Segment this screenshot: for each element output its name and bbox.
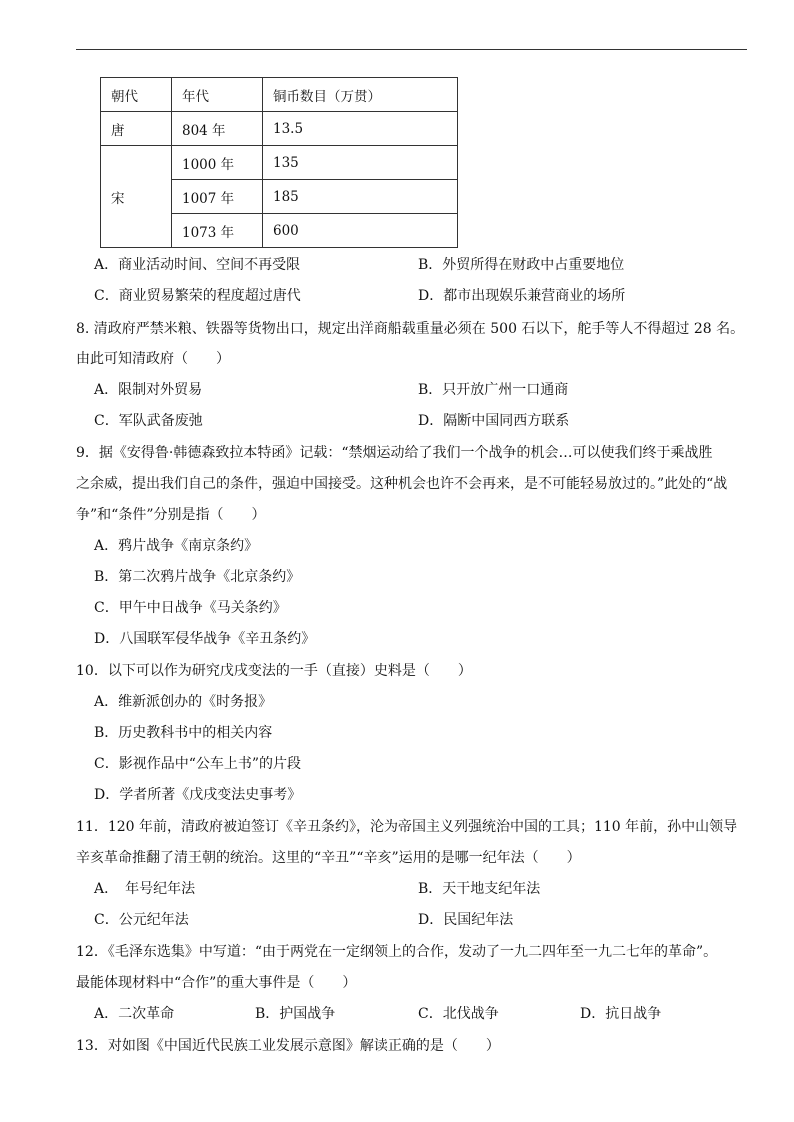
q9-stem-line2: 之余威，提出我们自己的条件，强迫中国接受。这种机会也许不会再来，是不可能轻易放过的。”此处的“战 <box>76 476 728 492</box>
header-year: 年代 <box>172 78 263 112</box>
q11-option-c: C．公元纪年法 <box>94 912 189 928</box>
q9-option-b: B．第二次鸦片战争《北京条约》 <box>94 569 301 585</box>
q8-option-a: A．限制对外贸易 <box>94 382 203 398</box>
q11-option-a: A． 年号纪年法 <box>94 881 196 897</box>
q11-option-b: B．天干地支纪年法 <box>418 881 541 897</box>
header-dynasty: 朝代 <box>101 78 172 112</box>
cell-value: 135 <box>263 146 458 180</box>
q8-option-b: B．只开放广州一口通商 <box>418 382 569 398</box>
q10-option-a: A．维新派创办的《时务报》 <box>94 694 273 710</box>
q9-option-d: D．八国联军侵华战争《辛丑条约》 <box>94 631 316 647</box>
table-header-row <box>101 78 458 112</box>
cell-year: 1000 年 <box>172 146 263 180</box>
q13-stem: 13．对如图《中国近代民族工业发展示意图》解读正确的是（ ） <box>76 1038 500 1054</box>
header-rule <box>76 49 747 50</box>
q9-stem-line3: 争”和“条件”分别是指（ ） <box>76 507 266 523</box>
q11-stem-line1: 11．120 年前，清政府被迫签订《辛丑条约》，沦为帝国主义列强统治中国的工具；110 年前，孙中山领导 <box>76 819 738 835</box>
cell-year: 804 年 <box>172 112 263 146</box>
q9-stem-line1: 9．据《安得鲁·韩德森致拉本特函》记载：“禁烟运动给了我们一个战争的机会…可以使我们终于乘战胜 <box>76 445 713 461</box>
q12-option-a: A．二次革命 <box>94 1006 175 1022</box>
q11-stem-line2: 辛亥革命推翻了清王朝的统治。这里的“辛丑”“辛亥”运用的是哪一纪年法（ ） <box>76 850 581 866</box>
q11-option-d: D．民国纪年法 <box>418 912 514 928</box>
cell-dynasty-song: 宋 <box>101 146 172 248</box>
cell-year: 1073 年 <box>172 214 263 248</box>
cell-value: 600 <box>263 214 458 248</box>
q10-option-c: C．影视作品中“公车上书”的片段 <box>94 756 302 772</box>
q7-option-a: A．商业活动时间、空间不再受限 <box>94 257 301 273</box>
q8-stem-line1: 8. 清政府严禁米粮、铁器等货物出口，规定出洋商船载重量必须在 500 石以下，舵手等人不得超过 28 名。 <box>76 321 745 337</box>
q9-option-c: C．甲午中日战争《马关条约》 <box>94 600 287 616</box>
q12-stem-line1: 12．《毛泽东选集》中写道：“由于两党在一定纲领上的合作，发动了一九二四年至一九二七年的革命”。 <box>76 944 718 960</box>
q9-option-a: A．鸦片战争《南京条约》 <box>94 538 259 554</box>
copper-coin-table <box>100 77 458 248</box>
cell-dynasty-tang: 唐 <box>101 112 172 146</box>
q10-stem: 10．以下可以作为研究戊戌变法的一手（直接）史料是（ ） <box>76 663 472 679</box>
q7-option-c: C．商业贸易繁荣的程度超过唐代 <box>94 288 301 304</box>
q12-option-b: B．护国战争 <box>255 1006 336 1022</box>
q12-option-d: D．抗日战争 <box>580 1006 662 1022</box>
q10-option-d: D．学者所著《戊戌变法史事考》 <box>94 787 302 803</box>
q12-stem-line2: 最能体现材料中“合作”的重大事件是（ ） <box>76 975 357 991</box>
q7-option-b: B．外贸所得在财政中占重要地位 <box>418 257 625 273</box>
cell-year: 1007 年 <box>172 180 263 214</box>
q12-option-c: C．北伐战争 <box>418 1006 499 1022</box>
table-row <box>101 146 458 180</box>
cell-value: 13.5 <box>263 112 458 146</box>
cell-value: 185 <box>263 180 458 214</box>
q8-option-d: D．隔断中国同西方联系 <box>418 413 570 429</box>
q8-stem-line2: 由此可知清政府（ ） <box>76 351 230 367</box>
q10-option-b: B．历史教科书中的相关内容 <box>94 725 273 741</box>
q7-option-d: D．都市出现娱乐兼营商业的场所 <box>418 288 626 304</box>
q8-option-c: C．军队武备废弛 <box>94 413 203 429</box>
table-row <box>101 112 458 146</box>
header-coin-count: 铜币数目（万贯） <box>263 78 458 112</box>
